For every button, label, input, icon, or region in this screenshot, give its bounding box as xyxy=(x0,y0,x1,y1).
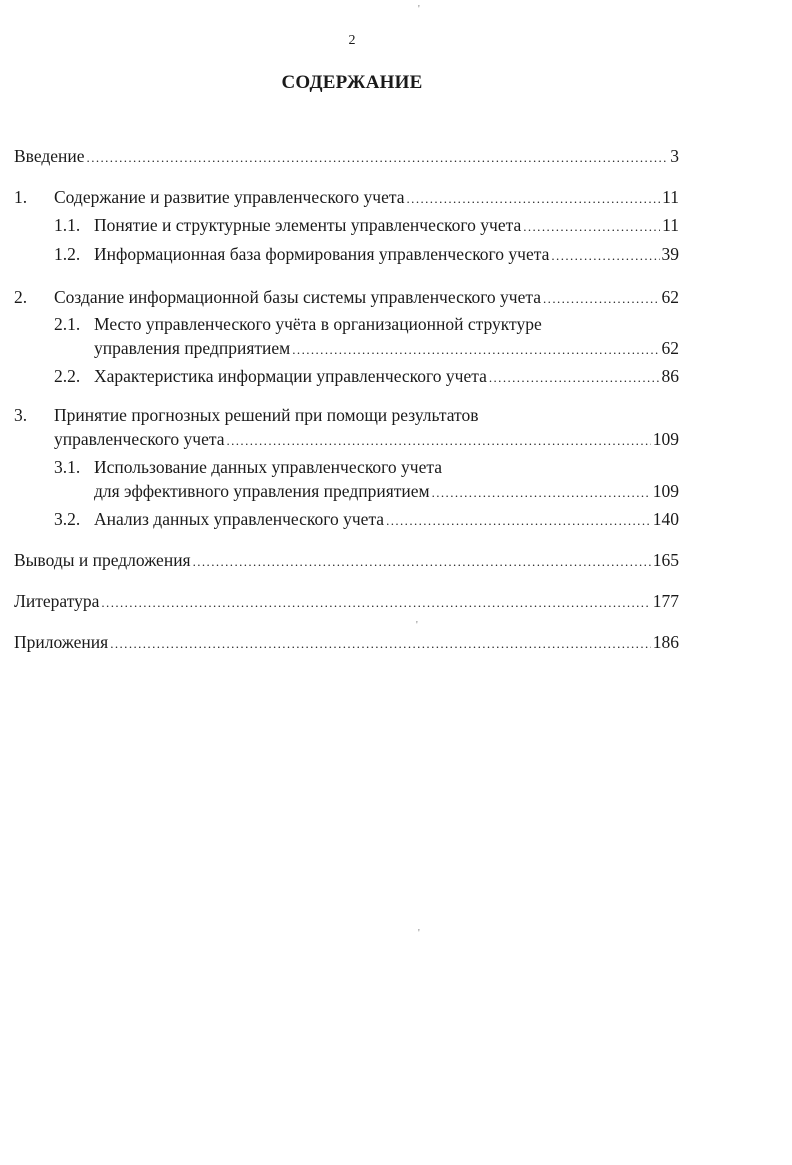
toc-entry-number: 2. xyxy=(14,287,28,307)
toc-entry-text: Выводы и предложения xyxy=(14,550,191,570)
toc-entry-section-3-line2 xyxy=(54,428,679,452)
toc-entry-page: 11 xyxy=(662,215,679,235)
toc-entry-page: 109 xyxy=(652,481,679,501)
toc-entry-section-2 xyxy=(14,286,679,310)
toc-entry-literature xyxy=(14,590,679,614)
toc-leader-dots xyxy=(551,245,659,267)
toc-entry-text: Введение xyxy=(14,146,85,166)
toc-entry-section-1-2 xyxy=(54,243,679,267)
toc-entry-section-3-line1 xyxy=(14,404,478,426)
toc-leader-dots xyxy=(489,367,660,389)
toc-leader-dots xyxy=(523,216,660,238)
toc-entry-number: 1. xyxy=(14,187,28,207)
toc-leader-dots xyxy=(110,633,651,655)
toc-entry-text: управления предприятием xyxy=(94,338,291,358)
toc-entry-section-2-1-line2 xyxy=(94,337,679,361)
toc-entry-text: Характеристика информации управленческого учета xyxy=(94,366,487,386)
toc-entry-number: 1.2. xyxy=(54,244,81,264)
toc-leader-dots xyxy=(292,339,659,361)
toc-entry-page: 3 xyxy=(670,146,679,166)
scan-speck: ' xyxy=(418,4,420,15)
toc-entry-page: 140 xyxy=(652,509,679,529)
toc-entry-page: 177 xyxy=(652,591,679,611)
toc-entry-number: 2.1. xyxy=(54,314,81,334)
toc-entry-text: Содержание и развитие управленческого учета xyxy=(54,187,405,207)
toc-entry-text: для эффективного управления предприятием xyxy=(94,481,430,501)
toc-entry-text: Литература xyxy=(14,591,100,611)
toc-entry-text: Приложения xyxy=(14,632,109,652)
toc-entry-text: Создание информационной базы системы управленческого учета xyxy=(54,287,542,307)
toc-entry-section-1-1 xyxy=(54,214,679,238)
toc-leader-dots xyxy=(543,288,659,310)
toc-entry-number: 3. xyxy=(14,405,28,425)
toc-entry-number: 3.1. xyxy=(54,457,81,477)
toc-entry-text: управленческого учета xyxy=(54,429,225,449)
toc-entry-text: Принятие прогнозных решений при помощи результатов xyxy=(54,405,479,425)
toc-entry-page: 62 xyxy=(661,338,679,358)
toc-entry-number: 1.1. xyxy=(54,215,81,235)
toc-entry-text: Информационная база формирования управленческого учета xyxy=(94,244,550,264)
page-title: СОДЕРЖАНИЕ xyxy=(281,72,423,93)
toc-entry-page: 62 xyxy=(661,287,679,307)
toc-leader-dots xyxy=(407,188,661,210)
toc-leader-dots xyxy=(193,551,651,573)
toc-entry-section-3-2 xyxy=(54,508,679,532)
toc-entry-section-3-1-line1 xyxy=(54,456,442,478)
toc-entry-section-3-1-line2 xyxy=(94,480,679,504)
toc-entry-text: Анализ данных управленческого учета xyxy=(94,509,385,529)
toc-entry-page: 186 xyxy=(652,632,679,652)
toc-entry-section-2-2 xyxy=(54,365,679,389)
toc-entry-page: 86 xyxy=(661,366,679,386)
toc-entry-page: 11 xyxy=(662,187,679,207)
toc-leader-dots xyxy=(226,430,650,452)
toc-leader-dots xyxy=(101,592,650,614)
scan-speck: ' xyxy=(416,620,418,631)
toc-entry-appendices xyxy=(14,631,679,655)
toc-entry-section-2-1-line1 xyxy=(54,313,542,335)
toc-entry-text: Место управленческого учёта в организационной структуре xyxy=(94,314,542,334)
toc-entry-text: Использование данных управленческого учета xyxy=(94,457,443,477)
toc-entry-conclusions xyxy=(14,549,679,573)
toc-leader-dots xyxy=(432,482,651,504)
toc-entry-number: 2.2. xyxy=(54,366,81,386)
toc-entry-number: 3.2. xyxy=(54,509,81,529)
toc-entry-page: 39 xyxy=(661,244,679,264)
toc-entry-page: 109 xyxy=(652,429,679,449)
page-number: 2 xyxy=(348,33,356,48)
toc-entry-section-1 xyxy=(14,186,679,210)
toc-leader-dots xyxy=(386,510,651,532)
toc-leader-dots xyxy=(87,147,669,169)
toc-entry-intro xyxy=(14,145,679,169)
toc-entry-text: Понятие и структурные элементы управленческого учета xyxy=(94,215,522,235)
scan-speck: ' xyxy=(418,928,420,939)
toc-entry-page: 165 xyxy=(652,550,679,570)
